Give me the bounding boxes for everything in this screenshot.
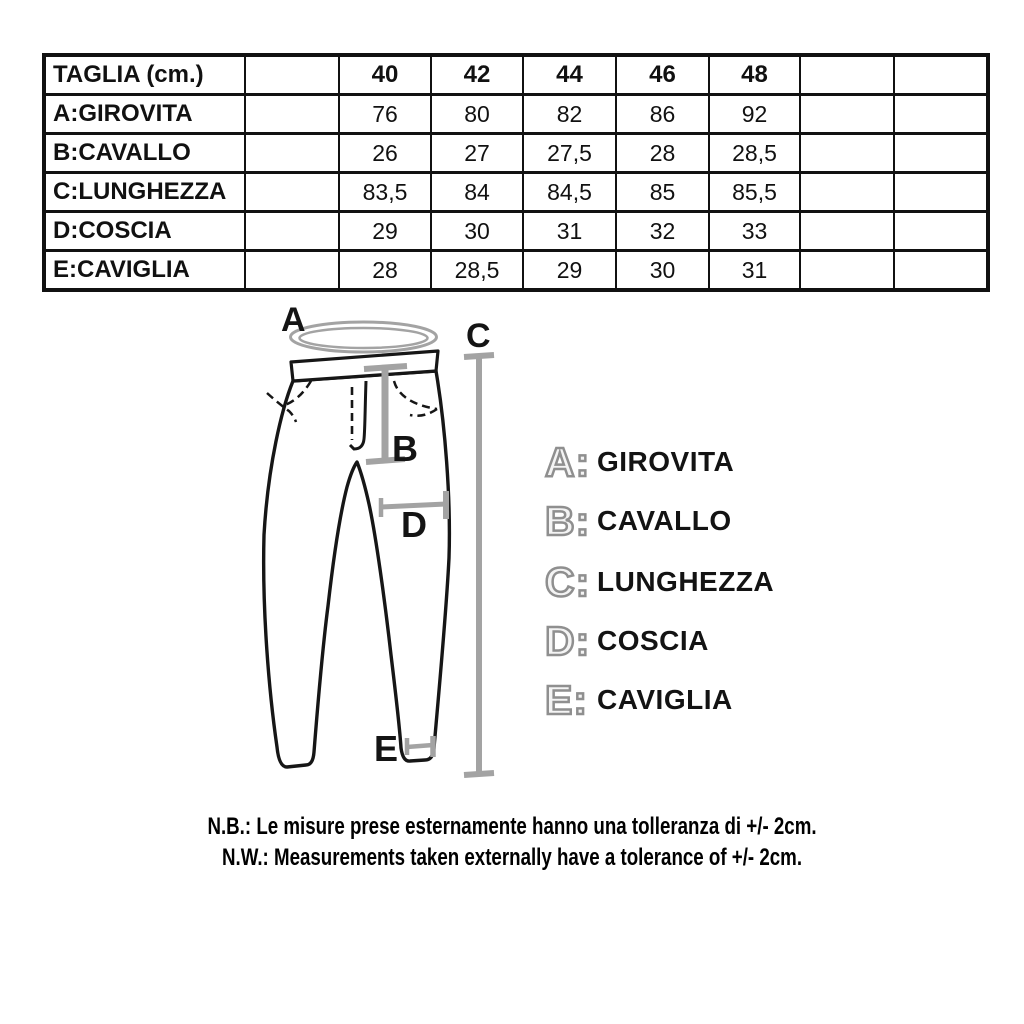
table-cell: 76 <box>339 95 431 134</box>
table-cell: 86 <box>616 95 709 134</box>
note-italian: N.B.: Le misure prese esternamente hanno una tolleranza di +/- 2cm. <box>207 813 817 840</box>
size-col-44: 44 <box>523 55 616 95</box>
table-row-lunghezza <box>44 173 988 212</box>
table-cell-empty <box>894 251 988 291</box>
diagram-marker-a: A <box>281 301 306 339</box>
table-cell-empty <box>894 55 988 95</box>
table-cell: 26 <box>339 134 431 173</box>
diagram-marker-c: C <box>466 317 491 355</box>
table-cell-empty <box>894 95 988 134</box>
legend-letter-b: B: <box>545 497 591 544</box>
table-cell: 80 <box>431 95 523 134</box>
table-cell: 84,5 <box>523 173 616 212</box>
table-cell-empty <box>245 95 339 134</box>
legend-label-coscia: COSCIA <box>597 625 709 656</box>
table-cell: 92 <box>709 95 800 134</box>
table-cell-empty <box>894 134 988 173</box>
size-col-40: 40 <box>339 55 431 95</box>
table-cell-empty <box>245 55 339 95</box>
legend-letter-e: E: <box>545 676 588 723</box>
legend-label-lunghezza: LUNGHEZZA <box>597 566 775 597</box>
legend-label-cavallo: CAVALLO <box>597 505 732 536</box>
table-cell: 31 <box>523 212 616 251</box>
table-cell-empty <box>245 251 339 291</box>
row-label: C:LUNGHEZZA <box>44 173 245 212</box>
table-cell-empty <box>894 212 988 251</box>
table-cell: 82 <box>523 95 616 134</box>
pants-outline <box>264 371 450 767</box>
legend-item-girovita <box>545 437 734 487</box>
table-cell: 33 <box>709 212 800 251</box>
table-cell-empty <box>245 173 339 212</box>
table-cell: 28,5 <box>709 134 800 173</box>
measure-bar-c <box>464 355 494 775</box>
table-cell: 28,5 <box>431 251 523 291</box>
table-cell: 84 <box>431 173 523 212</box>
legend-label-caviglia: CAVIGLIA <box>597 684 733 715</box>
row-label: E:CAVIGLIA <box>44 251 245 291</box>
row-label: B:CAVALLO <box>44 134 245 173</box>
table-cell: 28 <box>339 251 431 291</box>
diagram-marker-e: E <box>374 728 399 769</box>
row-label: A:GIROVITA <box>44 95 245 134</box>
table-header-label: TAGLIA (cm.) <box>44 55 245 95</box>
size-col-48: 48 <box>709 55 800 95</box>
table-cell: 31 <box>709 251 800 291</box>
pants-measurement-diagram <box>250 293 510 793</box>
table-cell: 83,5 <box>339 173 431 212</box>
size-col-42: 42 <box>431 55 523 95</box>
table-cell: 29 <box>339 212 431 251</box>
table-cell-empty <box>894 173 988 212</box>
diagram-marker-d: D <box>401 504 427 545</box>
waist-ellipse <box>291 322 437 352</box>
table-cell: 27,5 <box>523 134 616 173</box>
table-cell-empty <box>245 134 339 173</box>
legend-letter-a: A: <box>545 438 591 485</box>
table-cell-empty <box>800 212 894 251</box>
table-cell-empty <box>800 55 894 95</box>
legend-item-lunghezza <box>545 557 774 607</box>
table-cell: 27 <box>431 134 523 173</box>
note-english: N.W.: Measurements taken externally have a tolerance of +/- 2cm. <box>221 844 803 871</box>
table-row-cavallo <box>44 134 988 173</box>
diagram-marker-b: B <box>392 428 418 469</box>
table-cell: 28 <box>616 134 709 173</box>
table-cell-empty <box>800 134 894 173</box>
table-cell: 85,5 <box>709 173 800 212</box>
table-row-caviglia <box>44 251 988 291</box>
table-cell: 30 <box>431 212 523 251</box>
table-cell: 85 <box>616 173 709 212</box>
legend-letter-c: C: <box>545 558 591 605</box>
table-row-coscia <box>44 212 988 251</box>
table-cell-empty <box>800 95 894 134</box>
legend-item-cavallo <box>545 496 732 546</box>
legend-item-caviglia <box>545 675 733 725</box>
table-cell-empty <box>800 251 894 291</box>
table-cell: 32 <box>616 212 709 251</box>
table-cell-empty <box>800 173 894 212</box>
size-col-46: 46 <box>616 55 709 95</box>
table-row-girovita <box>44 95 988 134</box>
table-header-row <box>44 55 988 95</box>
legend-item-coscia <box>545 616 709 666</box>
table-cell-empty <box>245 212 339 251</box>
legend-label-girovita: GIROVITA <box>597 446 735 477</box>
table-cell: 29 <box>523 251 616 291</box>
row-label: D:COSCIA <box>44 212 245 251</box>
table-cell: 30 <box>616 251 709 291</box>
size-table <box>42 53 990 292</box>
legend-letter-d: D: <box>545 617 591 664</box>
